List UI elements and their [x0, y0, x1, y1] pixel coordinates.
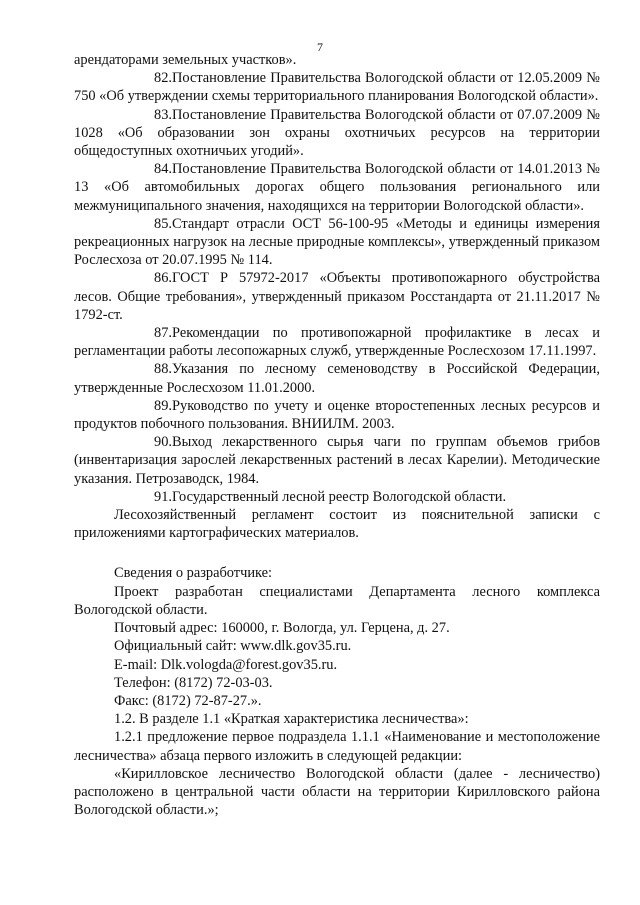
- reference-number: 85.: [154, 215, 172, 232]
- reference-item: [74, 269, 600, 324]
- developer-email: E-mail: Dlk.vologda@forest.gov35.ru.: [114, 656, 338, 673]
- reference-item: [74, 106, 600, 161]
- reference-number: 90.: [154, 434, 172, 451]
- reference-text: Постановление Правительства Вологодской области от 12.05.2009 № 750 «Об утверждении схемы территориального планирования Вологодской области».: [74, 70, 600, 105]
- reference-list: [74, 69, 600, 506]
- reference-item: [74, 360, 600, 396]
- reference-item: [74, 160, 600, 215]
- amended-text-quote: «Кирилловское лесничество Вологодской области (далее - лесничество) расположено в центральной части области на территории Кирилловского района Вологодской области.»;: [74, 765, 600, 819]
- developer-heading: Сведения о разработчике:: [114, 565, 273, 582]
- reference-number: 89.: [154, 397, 172, 414]
- document-body: [74, 51, 600, 819]
- reference-number: 91.: [154, 488, 172, 505]
- reference-text: ГОСТ Р 57972-2017 «Объекты противопожарного обустройства лесов. Общие требования», утвержденный приказом Росстандарта от 21.11.2017 № 1792-ст.: [74, 270, 600, 323]
- reference-item: [74, 433, 600, 488]
- reference-number: 86.: [154, 270, 172, 287]
- reference-item: [74, 488, 600, 506]
- reference-text: Постановление Правительства Вологодской области от 07.07.2009 № 1028 «Об образовании зон охраны охотничьих ресурсов на территории общедоступных охотничьих угодий».: [74, 106, 600, 160]
- reference-text: Выход лекарственного сырья чаги по группам объемов грибов (инвентаризация зарослей лекарственных растений в лесах Карелии). Методические указания. Петрозаводск, 1984.: [74, 434, 600, 487]
- reference-text: Указания по лесному семеноводству в Российской Федерации, утвержденные Рослесхозом 11.01.2000.: [74, 361, 600, 396]
- section-1-2: 1.2. В разделе 1.1 «Краткая характеристика лесничества»:: [114, 711, 469, 728]
- developer-phone: Телефон: (8172) 72-03-03.: [114, 674, 273, 691]
- reference-item: [74, 215, 600, 270]
- developer-project: Проект разработан специалистами Департамента лесного комплекса Вологодской области.: [74, 583, 600, 618]
- reference-number: 82.: [154, 70, 172, 87]
- page-number: 7: [317, 40, 323, 54]
- reference-item: [74, 397, 600, 433]
- reference-item: [74, 324, 600, 360]
- developer-address: Почтовый адрес: 160000, г. Вологда, ул. Герцена, д. 27.: [114, 620, 450, 637]
- reference-number: 87.: [154, 325, 172, 342]
- developer-website: Официальный сайт: www.dlk.gov35.ru.: [114, 638, 352, 655]
- reference-text: Государственный лесной реестр Вологодской области.: [172, 488, 507, 505]
- section-1-2-1: 1.2.1 предложение первое подраздела 1.1.1 «Наименование и местоположение лесничества» абзаца первого изложить в следующей редакции:: [74, 729, 600, 764]
- reference-number: 84.: [154, 161, 172, 178]
- reference-text: Руководство по учету и оценке второстепенных лесных ресурсов и продуктов побочного пользования. ВНИИЛМ. 2003.: [74, 397, 600, 433]
- reference-text: Постановление Правительства Вологодской области от 14.01.2013 № 13 «Об автомобильных дорогах общего пользования регионального или межмуниципального значения, находящихся на территории Вологодской области».: [74, 161, 600, 214]
- developer-fax: Факс: (8172) 72-87-27.».: [114, 692, 262, 709]
- continuation-text: арендаторами земельных участков».: [74, 52, 297, 68]
- reference-item: [74, 69, 600, 105]
- regulation-paragraph: Лесохозяйственный регламент состоит из пояснительной записки с приложениями картографических материалов.: [74, 507, 600, 542]
- reference-number: 83.: [154, 106, 172, 123]
- reference-number: 88.: [154, 361, 172, 378]
- reference-text: Рекомендации по противопожарной профилактике в лесах и регламентации работы лесопожарных служб, утвержденные Рослесхозом 17.11.1997.: [74, 325, 600, 360]
- reference-text: Стандарт отрасли ОСТ 56-100-95 «Методы и единицы измерения рекреационных нагрузок на лесные природные комплексы», утвержденный приказом Рослесхоза от 20.07.1995 № 114.: [74, 215, 600, 269]
